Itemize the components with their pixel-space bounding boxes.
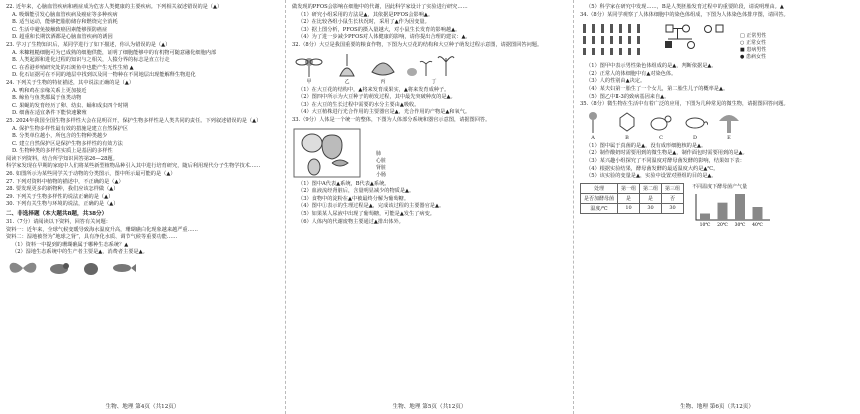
chart-bar [700, 213, 710, 220]
figure-bing [368, 52, 398, 85]
question-line: （2）湿地生态系统中的生产者主要是▲，消费者主要是▲。 [12, 249, 148, 256]
mold-icon [580, 111, 606, 135]
question-line: （2）制作酸奶时需要用到的微生物是▲，制作面包时需要用到的是▲。 [586, 150, 748, 157]
question-line: （5）如果某人尿液中出现了葡萄糖，可能是▲发生了病变。 [298, 210, 435, 217]
chromosome-mark [583, 36, 586, 44]
question-line: （4）大豆植株进行光合作用的主要器官是▲，光合作用的产物是▲和氧气。 [298, 109, 471, 116]
question-list [6, 4, 279, 257]
yeast-icon [648, 111, 674, 135]
question-line: （3）食物中的淀粉在▲中被最终分解为葡萄糖。 [298, 195, 410, 202]
question-line: A. 米糠粗糙细胞可为已成熟的细胞供能，证明了细胞能够中的有机物可随意融化细胞内部 [12, 49, 217, 56]
chromosome-mark [610, 24, 613, 33]
page-4-column [0, 0, 286, 414]
question-line: （5）图乙中Ⅱ-3的致病基因来自▲。 [586, 93, 670, 100]
question-line: （2）图四中所示为大豆种子的萌发过程，其中最先突破种皮的是▲。 [298, 94, 456, 101]
microbe-d [682, 111, 708, 141]
question-list-c [580, 143, 854, 181]
question-line: A. 保护生物多样性最有效的措施是建立自然保护区 [12, 125, 128, 132]
table-cell: 10 [618, 203, 640, 213]
chromosome-mark [601, 48, 604, 55]
chromosome-mark [619, 24, 622, 33]
chromosome-mark [619, 48, 622, 55]
question-line: （4）图中①表示的生理过程是▲，完成该过程的主要器官是▲。 [298, 203, 445, 210]
question-line: （5）科学家在研究中发现……，B是人类胚胎发育过程中的重要阶段，请说明理由。▲ [586, 4, 784, 10]
question-line: C. 在香港养殖研究处的石斑鱼中也能产生无性生殖 ▲ [12, 64, 134, 71]
chart-bar [735, 194, 745, 220]
legend-item: 患病男性 [746, 47, 767, 54]
legend-item: 患病女性 [745, 54, 766, 61]
legend-item: 正常女性 [745, 40, 766, 47]
question-line: （3）人的性别由▲决定。 [586, 78, 646, 85]
microbe-a [580, 111, 606, 141]
pod-icon [368, 52, 398, 78]
animal-figures [6, 259, 279, 277]
chromosome-mark [628, 24, 631, 33]
question-line: 资料一：近年来，全球气候变暖导致海水温度升高，珊瑚礁白化现象越来越严重…… [6, 226, 198, 233]
question-line: 阅读下列资料，结合所学知识回答第26—28题。 [6, 155, 118, 162]
pedigree-figure [660, 21, 730, 61]
question-line: D. 生物种类的多样性实质上是基因的多样性 [12, 148, 113, 155]
question-line: C. 生活中避免接触致癌因素能够预防癌症 [12, 26, 108, 33]
question-line: 24. 下列关于生物的特征描述，其中说法正确的是（▲） [6, 79, 135, 86]
microbe-label: C [659, 134, 663, 141]
question-line: B. 鲸鱼与鱼类都属于鱼类动物 [12, 95, 82, 102]
figure-label: 丁 [431, 78, 437, 85]
table-cell: 温度/℃ [581, 203, 618, 213]
question-list-a [580, 4, 854, 19]
table-header: 第二组 [640, 183, 662, 193]
mushroom-icon [716, 111, 742, 135]
question-line: 做发现的PFOS会影响在细胞中的代谢，因此科学家设计了实验进行研究…… [292, 4, 468, 10]
question-line: D. 超重和长期饮酒都是心脑血管疾病的诱因 [12, 34, 113, 41]
bar-chart [692, 183, 772, 228]
microbe-e [716, 111, 742, 141]
question-line: 22. 近年来，心脑血管疾病和癌症成为危害人类健康的主要疾病。下列相关叙述错误的是（▲） [6, 4, 223, 10]
chromosome-mark [610, 48, 613, 55]
intestine-label: 小肠 [376, 171, 387, 178]
chromosome-mark [601, 24, 604, 33]
page-footer: 生物、地理 第5页（共12页） [392, 404, 467, 410]
page-footer: 生物、地理 第4页（共12页） [105, 404, 180, 410]
question-line: 35.（8分）微生物在生活中有着广泛的应用，下图为几种常见的微生物，请据图回答问题。 [580, 101, 789, 108]
question-line: 25. 2024年我国全国生物多样性大会在昆明召开，保护生物多样性是人类共同的责任。下列叙述错误的是（▲） [6, 117, 262, 124]
question-line: A. 吸烟能引发心脑血管疾病及癌症等多种疾病 [12, 11, 118, 18]
microbe-label: B [625, 134, 629, 141]
question-line: A. 鸭和鸡在亲缘关系上更加接近 [12, 87, 87, 94]
flower-figures [292, 52, 567, 85]
question-line: 27. 下列对资料中植物的描述中，不正确的是（▲） [6, 178, 124, 185]
question-line: B. 适当运动，能够把脂肪储存和燃烧完全消耗 [12, 19, 118, 26]
question-line: B. 分类单位越小，所包含的生物种类越少 [12, 133, 108, 140]
body-system-diagram [292, 127, 567, 179]
chromosome-mark [601, 36, 604, 44]
question-line: 30. 下列有关生物与环境的说法，正确的是（▲） [6, 201, 119, 208]
chart-tick-label: 10℃ [699, 222, 711, 228]
question-line: （1）图中属于真菌的是▲，没有成形细胞核的是▲。 [586, 142, 707, 149]
table-header: 第三组 [662, 183, 684, 193]
virus-icon [614, 111, 640, 135]
microbe-label: D [692, 134, 697, 141]
figure-label: 甲 [306, 78, 312, 85]
bird-figure [46, 259, 72, 277]
question-line: （1）图中A代表▲系统，B代表▲系统。 [298, 180, 390, 187]
chart-tick-label: 40℃ [752, 222, 763, 228]
question-line: （4）为了进一步减少PFOS对人体健康的影响，请你提出合理的建议：▲。 [298, 34, 471, 41]
table-header: 处理 [581, 183, 618, 193]
karyotype-figure [580, 21, 650, 61]
table-cell: 是 [640, 193, 662, 203]
lung-label: 肺 [376, 150, 382, 157]
pedigree-legend: □ 正常男性 ○ 正常女性 ■ 患病男性 ● 患病女性 [740, 33, 767, 61]
question-line: （3）在大豆的生长过程中需要的水分主要由▲吸收。 [298, 101, 420, 108]
microbe-figures [580, 111, 854, 141]
microbe-c [648, 111, 674, 141]
question-line: （4）某夫妇第一胎生了一个女儿，第二胎生儿子的概率是▲。 [586, 85, 729, 92]
chart-bar [718, 202, 728, 219]
question-line: 科学家发现在早期的家庭中人们将某些新型植物品种引入其中进行培育研究，随后利用现代分子生物学技术…… [6, 163, 261, 170]
organ-diagram [292, 127, 362, 179]
question-line: 29. 下列关于生物多样性的说法正确的是（▲） [6, 193, 114, 200]
chromosome-mark [637, 48, 640, 55]
question-line: 二、非选择题（本大题共8题，共38分） [6, 211, 108, 218]
figure-ding [404, 52, 464, 85]
beetle-figure [78, 259, 104, 277]
fish-figure [110, 259, 136, 277]
microbe-label: E [727, 134, 731, 141]
question-line: 28. 要发现更多的新物种，我们应该怎样做（▲） [6, 186, 119, 193]
question-line: 31.（7分）请阅读以下资料，回答有关问题： [6, 219, 111, 226]
chromosome-mark [592, 36, 595, 44]
question-line: 32.（8分）大豆是我国重要的粮食作物，下图为大豆花的结构和大豆种子萌发过程示意图，请据图回答问题。 [292, 41, 543, 48]
question-line: （1）图甲中表示男性染色体组成的是▲，判断依据是▲。 [586, 63, 717, 70]
chart-tick-label: 30℃ [734, 222, 746, 228]
question-line: 23. 学习了生物知识后，某同学进行了如下描述，你认为错误的是（▲） [6, 41, 171, 48]
figure-jia [292, 52, 326, 85]
chromosome-mark [637, 24, 640, 33]
question-line: 34.（8分）某同学观察了人体体细胞中的染色体组成，下图为人体染色体排序图，请回答。 [580, 11, 789, 18]
question-line: （3）某兴趣小组探究了不同温度对酵母菌发酵的影响，结果如下表： [586, 157, 745, 164]
chromosome-mark [592, 48, 595, 55]
question-line: 资料二：湿地被誉为“地球之肾”，具有净化水质、调节气候等重要功能…… [6, 234, 178, 241]
question-line: B. 人类起源和进化过程的知识与之相关，人猿分界的标志是直立行走 [12, 57, 170, 64]
question-line: C. 果蝇的发育经历了卵、幼虫、蛹和成虫四个时期 [12, 102, 129, 109]
question-list-b [580, 63, 854, 109]
chart-title: 不同温度下酵母菌产气量 [692, 183, 748, 190]
question-line: 26. 如图所示为某些同学关于动物的分类图示，图中所示最可能的是（▲） [6, 171, 176, 178]
question-line: （2）在比较各组小鼠生长状况时，采用了▲作为因变量。 [298, 19, 430, 26]
question-list-b [292, 87, 567, 125]
table-row [581, 193, 684, 203]
chromosome-mark [628, 36, 631, 44]
pistil-icon [332, 52, 362, 78]
question-line: D. 细菌在适宜条件下能快速繁殖 [12, 110, 87, 117]
question-line: （1）研究小组采用的方法是▲，其依据是PFOS会影响▲。 [298, 11, 434, 18]
table-cell: 是 [618, 193, 640, 203]
chart-tick-label: 20℃ [717, 222, 728, 228]
page-5-column [286, 0, 574, 414]
chromosome-mark [628, 48, 631, 55]
figure-label: 丙 [380, 78, 386, 85]
table-row [581, 203, 684, 213]
legend-item: 正常男性 [746, 33, 767, 40]
question-line: （3）据上图分析，PFOS的摄入量越大，对小鼠生长发育的影响越▲。 [298, 26, 461, 33]
question-line: （5）该实验的变量是▲，实验中设置对照组的目的是▲。 [586, 173, 717, 180]
table-cell: 30 [662, 203, 684, 213]
question-line: （2）正常人的体细胞中有▲对染色体。 [586, 70, 677, 77]
experiment-area [580, 183, 854, 228]
heart-label: 心脏 [376, 157, 387, 164]
experiment-table [580, 183, 684, 214]
chromosome-mark [637, 36, 640, 44]
table-header: 第一组 [618, 183, 640, 193]
chromosome-mark [583, 24, 586, 33]
table-cell: 是否加酵母菌 [581, 193, 618, 203]
bacterium-icon [682, 111, 708, 135]
chart-bar [753, 207, 763, 220]
chromosome-mark [610, 36, 613, 44]
question-line: 33.（9分）人体是一个统一的整体，下图为人体部分系统和器官示意图，请据图回答。 [292, 116, 491, 123]
question-list-a [292, 4, 567, 50]
table-cell: 30 [640, 203, 662, 213]
chromosome-mark [619, 36, 622, 44]
microbe-b [614, 111, 640, 141]
butterfly-figure [6, 259, 40, 277]
kidney-label: 肾脏 [376, 164, 387, 171]
chromosome-figures [580, 21, 854, 61]
question-line: （2）血液流经肾脏后，含量明显减少的物质是▲。 [298, 188, 415, 195]
figure-yi [332, 52, 362, 85]
bar-chart-svg [692, 190, 772, 228]
seedling-icon [404, 52, 464, 78]
table-cell: 否 [662, 193, 684, 203]
question-line: （1）资料一中提到的珊瑚礁属于哪种生态系统？▲ [12, 241, 129, 248]
question-line: C. 建立自然保护区是保护生物多样性的有效方法 [12, 140, 123, 147]
page-6-column [574, 0, 860, 414]
question-line: （6）人体内的代谢废物主要通过▲排出体外。 [298, 218, 404, 225]
question-line: D. 化石证据可在不同的地层中找到以及同一物种在不同地层出现能解释生物进化 [12, 72, 196, 79]
chromosome-mark [583, 48, 586, 55]
chromosome-mark [592, 24, 595, 33]
question-line: （4）根据实验结果，酵母菌发酵的最适温度大约是▲℃。 [586, 165, 719, 172]
question-line: （1）在大豆花的结构中，▲将来发育成果实，▲将来发育成种子。 [298, 86, 450, 93]
page-footer: 生物、地理 第6页（共12页） [680, 404, 754, 410]
flower-icon [292, 52, 326, 78]
microbe-label: A [591, 134, 595, 141]
question-list-c [292, 181, 567, 227]
figure-label: 乙 [344, 78, 350, 85]
